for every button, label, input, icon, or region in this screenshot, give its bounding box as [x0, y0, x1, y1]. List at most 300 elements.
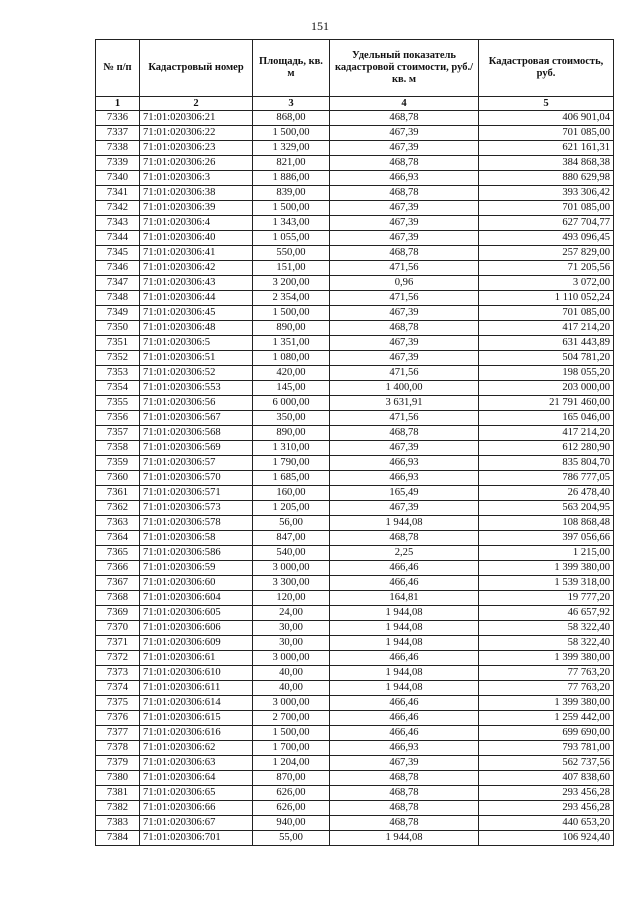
area-cell: 1 500,00 — [253, 726, 330, 741]
area-cell: 160,00 — [253, 486, 330, 501]
cadastral-value-cell: 19 777,20 — [479, 591, 614, 606]
row-number-cell: 7379 — [96, 756, 140, 771]
cadastral-number-cell: 71:01:020306:5 — [140, 336, 253, 351]
area-cell: 890,00 — [253, 426, 330, 441]
area-cell: 550,00 — [253, 246, 330, 261]
area-cell: 420,00 — [253, 366, 330, 381]
area-cell: 6 000,00 — [253, 396, 330, 411]
specific-value-cell: 1 944,08 — [330, 636, 479, 651]
cadastral-number-cell: 71:01:020306:21 — [140, 111, 253, 126]
cadastral-number-cell: 71:01:020306:63 — [140, 756, 253, 771]
table-row — [96, 696, 614, 711]
area-cell: 868,00 — [253, 111, 330, 126]
specific-value-cell: 1 944,08 — [330, 831, 479, 846]
table-row — [96, 636, 614, 651]
table-row — [96, 681, 614, 696]
area-cell: 1 351,00 — [253, 336, 330, 351]
row-number-cell: 7343 — [96, 216, 140, 231]
specific-value-cell: 466,93 — [330, 456, 479, 471]
table-row — [96, 501, 614, 516]
cadastral-number-cell: 71:01:020306:39 — [140, 201, 253, 216]
table-row — [96, 216, 614, 231]
cadastral-value-cell: 77 763,20 — [479, 681, 614, 696]
row-number-cell: 7383 — [96, 816, 140, 831]
row-number-cell: 7336 — [96, 111, 140, 126]
table-row — [96, 771, 614, 786]
cadastral-value-cell: 108 868,48 — [479, 516, 614, 531]
cadastral-number-cell: 71:01:020306:611 — [140, 681, 253, 696]
row-number-cell: 7350 — [96, 321, 140, 336]
cadastral-number-cell: 71:01:020306:571 — [140, 486, 253, 501]
cadastral-value-cell: 406 901,04 — [479, 111, 614, 126]
cadastral-value-cell: 880 629,98 — [479, 171, 614, 186]
cadastral-number-cell: 71:01:020306:65 — [140, 786, 253, 801]
specific-value-cell: 466,93 — [330, 741, 479, 756]
specific-value-cell: 468,78 — [330, 111, 479, 126]
table-row — [96, 606, 614, 621]
row-number-cell: 7376 — [96, 711, 140, 726]
table-row — [96, 801, 614, 816]
area-cell: 145,00 — [253, 381, 330, 396]
table-row — [96, 486, 614, 501]
specific-value-cell: 1 944,08 — [330, 681, 479, 696]
cadastral-number-cell: 71:01:020306:67 — [140, 816, 253, 831]
row-number-cell: 7373 — [96, 666, 140, 681]
cadastral-number-cell: 71:01:020306:4 — [140, 216, 253, 231]
cadastral-number-cell: 71:01:020306:38 — [140, 186, 253, 201]
table-body — [96, 111, 614, 846]
area-cell: 120,00 — [253, 591, 330, 606]
cadastral-number-cell: 71:01:020306:61 — [140, 651, 253, 666]
column-number: 4 — [330, 97, 479, 111]
row-number-cell: 7338 — [96, 141, 140, 156]
table-row — [96, 291, 614, 306]
cadastral-number-cell: 71:01:020306:569 — [140, 441, 253, 456]
row-number-cell: 7367 — [96, 576, 140, 591]
table-row — [96, 561, 614, 576]
table-row — [96, 336, 614, 351]
cadastral-value-cell: 77 763,20 — [479, 666, 614, 681]
cadastral-value-cell: 46 657,92 — [479, 606, 614, 621]
row-number-cell: 7352 — [96, 351, 140, 366]
area-cell: 890,00 — [253, 321, 330, 336]
table-row — [96, 786, 614, 801]
table-row — [96, 171, 614, 186]
table-row — [96, 321, 614, 336]
cadastral-number-cell: 71:01:020306:568 — [140, 426, 253, 441]
area-cell: 3 000,00 — [253, 561, 330, 576]
area-cell: 626,00 — [253, 801, 330, 816]
cadastral-value-cell: 701 085,00 — [479, 126, 614, 141]
header-area: Площадь, кв. м — [253, 40, 330, 97]
cadastral-value-cell: 293 456,28 — [479, 786, 614, 801]
row-number-cell: 7353 — [96, 366, 140, 381]
row-number-cell: 7368 — [96, 591, 140, 606]
table-row — [96, 741, 614, 756]
row-number-cell: 7365 — [96, 546, 140, 561]
area-cell: 1 685,00 — [253, 471, 330, 486]
row-number-cell: 7337 — [96, 126, 140, 141]
row-number-cell: 7351 — [96, 336, 140, 351]
specific-value-cell: 164,81 — [330, 591, 479, 606]
cadastral-number-cell: 71:01:020306:26 — [140, 156, 253, 171]
row-number-cell: 7358 — [96, 441, 140, 456]
table-row — [96, 366, 614, 381]
cadastral-value-cell: 504 781,20 — [479, 351, 614, 366]
row-number-cell: 7355 — [96, 396, 140, 411]
table-row — [96, 621, 614, 636]
row-number-cell: 7380 — [96, 771, 140, 786]
cadastral-value-cell: 1 399 380,00 — [479, 561, 614, 576]
specific-value-cell: 466,46 — [330, 561, 479, 576]
area-cell: 1 500,00 — [253, 306, 330, 321]
cadastral-value-cell: 393 306,42 — [479, 186, 614, 201]
cadastral-value-cell: 493 096,45 — [479, 231, 614, 246]
cadastral-value-cell: 1 399 380,00 — [479, 696, 614, 711]
specific-value-cell: 467,39 — [330, 336, 479, 351]
specific-value-cell: 471,56 — [330, 366, 479, 381]
header-specific-value: Удельный показатель кадастровой стоимости, руб./кв. м — [330, 40, 479, 97]
table-row — [96, 411, 614, 426]
cadastral-number-cell: 71:01:020306:573 — [140, 501, 253, 516]
table-header-row — [96, 40, 614, 97]
area-cell: 1 080,00 — [253, 351, 330, 366]
row-number-cell: 7375 — [96, 696, 140, 711]
cadastral-value-cell: 786 777,05 — [479, 471, 614, 486]
area-cell: 2 354,00 — [253, 291, 330, 306]
cadastral-number-cell: 71:01:020306:57 — [140, 456, 253, 471]
cadastral-number-cell: 71:01:020306:41 — [140, 246, 253, 261]
row-number-cell: 7344 — [96, 231, 140, 246]
row-number-cell: 7371 — [96, 636, 140, 651]
specific-value-cell: 467,39 — [330, 351, 479, 366]
area-cell: 1 886,00 — [253, 171, 330, 186]
row-number-cell: 7362 — [96, 501, 140, 516]
specific-value-cell: 468,78 — [330, 426, 479, 441]
specific-value-cell: 466,46 — [330, 726, 479, 741]
table-row — [96, 351, 614, 366]
cadastral-value-cell: 631 443,89 — [479, 336, 614, 351]
cadastral-number-cell: 71:01:020306:567 — [140, 411, 253, 426]
row-number-cell: 7361 — [96, 486, 140, 501]
row-number-cell: 7341 — [96, 186, 140, 201]
cadastral-value-cell: 3 072,00 — [479, 276, 614, 291]
cadastral-number-cell: 71:01:020306:586 — [140, 546, 253, 561]
cadastral-number-cell: 71:01:020306:604 — [140, 591, 253, 606]
specific-value-cell: 468,78 — [330, 246, 479, 261]
cadastral-value-cell: 198 055,20 — [479, 366, 614, 381]
table-row — [96, 576, 614, 591]
cadastral-number-cell: 71:01:020306:578 — [140, 516, 253, 531]
specific-value-cell: 2,25 — [330, 546, 479, 561]
cadastral-number-cell: 71:01:020306:59 — [140, 561, 253, 576]
specific-value-cell: 468,78 — [330, 156, 479, 171]
table-row — [96, 591, 614, 606]
specific-value-cell: 468,78 — [330, 321, 479, 336]
table-row — [96, 456, 614, 471]
specific-value-cell: 165,49 — [330, 486, 479, 501]
row-number-cell: 7356 — [96, 411, 140, 426]
cadastral-value-cell: 407 838,60 — [479, 771, 614, 786]
cadastral-number-cell: 71:01:020306:45 — [140, 306, 253, 321]
area-cell: 24,00 — [253, 606, 330, 621]
cadastral-number-cell: 71:01:020306:66 — [140, 801, 253, 816]
specific-value-cell: 467,39 — [330, 141, 479, 156]
table-row — [96, 201, 614, 216]
cadastral-number-cell: 71:01:020306:52 — [140, 366, 253, 381]
area-cell: 30,00 — [253, 621, 330, 636]
cadastral-value-cell: 417 214,20 — [479, 426, 614, 441]
specific-value-cell: 467,39 — [330, 756, 479, 771]
area-cell: 30,00 — [253, 636, 330, 651]
cadastral-number-cell: 71:01:020306:570 — [140, 471, 253, 486]
table-row — [96, 141, 614, 156]
specific-value-cell: 471,56 — [330, 261, 479, 276]
cadastral-value-cell: 1 110 052,24 — [479, 291, 614, 306]
cadastral-number-cell: 71:01:020306:616 — [140, 726, 253, 741]
header-row-number: № п/п — [96, 40, 140, 97]
page-number: 151 — [311, 19, 329, 33]
area-cell: 2 700,00 — [253, 711, 330, 726]
cadastral-number-cell: 71:01:020306:23 — [140, 141, 253, 156]
area-cell: 40,00 — [253, 666, 330, 681]
cadastral-number-cell: 71:01:020306:553 — [140, 381, 253, 396]
cadastral-number-cell: 71:01:020306:615 — [140, 711, 253, 726]
cadastral-value-cell: 627 704,77 — [479, 216, 614, 231]
row-number-cell: 7346 — [96, 261, 140, 276]
table-row — [96, 246, 614, 261]
row-number-cell: 7381 — [96, 786, 140, 801]
cadastral-value-cell: 397 056,66 — [479, 531, 614, 546]
cadastral-value-cell: 257 829,00 — [479, 246, 614, 261]
cadastral-value-cell: 621 161,31 — [479, 141, 614, 156]
table-row — [96, 516, 614, 531]
specific-value-cell: 466,93 — [330, 471, 479, 486]
specific-value-cell: 467,39 — [330, 231, 479, 246]
specific-value-cell: 471,56 — [330, 411, 479, 426]
cadastral-value-cell: 58 322,40 — [479, 621, 614, 636]
area-cell: 3 000,00 — [253, 651, 330, 666]
row-number-cell: 7340 — [96, 171, 140, 186]
specific-value-cell: 471,56 — [330, 291, 479, 306]
area-cell: 350,00 — [253, 411, 330, 426]
cadastral-value-cell: 203 000,00 — [479, 381, 614, 396]
cadastral-value-cell: 563 204,95 — [479, 501, 614, 516]
cadastral-value-table — [95, 39, 614, 846]
header-cadastral-number: Кадастровый номер — [140, 40, 253, 97]
table-row — [96, 261, 614, 276]
row-number-cell: 7360 — [96, 471, 140, 486]
specific-value-cell: 467,39 — [330, 201, 479, 216]
cadastral-number-cell: 71:01:020306:48 — [140, 321, 253, 336]
header-cadastral-value: Кадастровая стоимость, руб. — [479, 40, 614, 97]
cadastral-value-cell: 440 653,20 — [479, 816, 614, 831]
cadastral-number-cell: 71:01:020306:42 — [140, 261, 253, 276]
area-cell: 3 300,00 — [253, 576, 330, 591]
table-row — [96, 276, 614, 291]
cadastral-value-cell: 835 804,70 — [479, 456, 614, 471]
cadastral-value-cell: 417 214,20 — [479, 321, 614, 336]
specific-value-cell: 468,78 — [330, 771, 479, 786]
cadastral-number-cell: 71:01:020306:609 — [140, 636, 253, 651]
area-cell: 847,00 — [253, 531, 330, 546]
cadastral-value-cell: 612 280,90 — [479, 441, 614, 456]
area-cell: 56,00 — [253, 516, 330, 531]
row-number-cell: 7339 — [96, 156, 140, 171]
table-row — [96, 531, 614, 546]
row-number-cell: 7345 — [96, 246, 140, 261]
column-number: 3 — [253, 97, 330, 111]
table-row — [96, 156, 614, 171]
area-cell: 940,00 — [253, 816, 330, 831]
specific-value-cell: 467,39 — [330, 216, 479, 231]
row-number-cell: 7378 — [96, 741, 140, 756]
specific-value-cell: 1 944,08 — [330, 621, 479, 636]
cadastral-number-cell: 71:01:020306:44 — [140, 291, 253, 306]
cadastral-number-cell: 71:01:020306:701 — [140, 831, 253, 846]
area-cell: 3 200,00 — [253, 276, 330, 291]
cadastral-value-cell: 26 478,40 — [479, 486, 614, 501]
cadastral-value-cell: 293 456,28 — [479, 801, 614, 816]
row-number-cell: 7364 — [96, 531, 140, 546]
cadastral-value-cell: 701 085,00 — [479, 201, 614, 216]
area-cell: 870,00 — [253, 771, 330, 786]
specific-value-cell: 466,46 — [330, 696, 479, 711]
row-number-cell: 7347 — [96, 276, 140, 291]
table-row — [96, 711, 614, 726]
row-number-cell: 7357 — [96, 426, 140, 441]
cadastral-number-cell: 71:01:020306:614 — [140, 696, 253, 711]
row-number-cell: 7359 — [96, 456, 140, 471]
table-row — [96, 651, 614, 666]
row-number-cell: 7363 — [96, 516, 140, 531]
table-row — [96, 306, 614, 321]
table-row — [96, 816, 614, 831]
table-row — [96, 726, 614, 741]
row-number-cell: 7374 — [96, 681, 140, 696]
cadastral-number-cell: 71:01:020306:56 — [140, 396, 253, 411]
cadastral-number-cell: 71:01:020306:62 — [140, 741, 253, 756]
column-number-row — [96, 97, 614, 111]
column-number: 5 — [479, 97, 614, 111]
column-number: 2 — [140, 97, 253, 111]
specific-value-cell: 467,39 — [330, 306, 479, 321]
table-row — [96, 231, 614, 246]
area-cell: 1 700,00 — [253, 741, 330, 756]
specific-value-cell: 466,46 — [330, 651, 479, 666]
table-row — [96, 471, 614, 486]
cadastral-number-cell: 71:01:020306:60 — [140, 576, 253, 591]
cadastral-value-cell: 1 259 442,00 — [479, 711, 614, 726]
specific-value-cell: 3 631,91 — [330, 396, 479, 411]
area-cell: 839,00 — [253, 186, 330, 201]
cadastral-value-cell: 21 791 460,00 — [479, 396, 614, 411]
cadastral-value-cell: 165 046,00 — [479, 411, 614, 426]
table-row — [96, 831, 614, 846]
area-cell: 1 500,00 — [253, 201, 330, 216]
cadastral-number-cell: 71:01:020306:606 — [140, 621, 253, 636]
area-cell: 626,00 — [253, 786, 330, 801]
specific-value-cell: 1 944,08 — [330, 666, 479, 681]
cadastral-number-cell: 71:01:020306:51 — [140, 351, 253, 366]
specific-value-cell: 467,39 — [330, 441, 479, 456]
specific-value-cell: 1 944,08 — [330, 516, 479, 531]
row-number-cell: 7384 — [96, 831, 140, 846]
area-cell: 55,00 — [253, 831, 330, 846]
cadastral-number-cell: 71:01:020306:40 — [140, 231, 253, 246]
area-cell: 1 310,00 — [253, 441, 330, 456]
row-number-cell: 7366 — [96, 561, 140, 576]
area-cell: 3 000,00 — [253, 696, 330, 711]
specific-value-cell: 1 400,00 — [330, 381, 479, 396]
cadastral-value-cell: 793 781,00 — [479, 741, 614, 756]
table-row — [96, 546, 614, 561]
cadastral-value-cell: 1 399 380,00 — [479, 651, 614, 666]
specific-value-cell: 468,78 — [330, 801, 479, 816]
area-cell: 821,00 — [253, 156, 330, 171]
row-number-cell: 7369 — [96, 606, 140, 621]
specific-value-cell: 0,96 — [330, 276, 479, 291]
cadastral-value-cell: 106 924,40 — [479, 831, 614, 846]
specific-value-cell: 468,78 — [330, 186, 479, 201]
cadastral-value-cell: 562 737,56 — [479, 756, 614, 771]
area-cell: 1 204,00 — [253, 756, 330, 771]
specific-value-cell: 467,39 — [330, 126, 479, 141]
column-number: 1 — [96, 97, 140, 111]
row-number-cell: 7370 — [96, 621, 140, 636]
cadastral-number-cell: 71:01:020306:58 — [140, 531, 253, 546]
specific-value-cell: 466,46 — [330, 576, 479, 591]
area-cell: 1 790,00 — [253, 456, 330, 471]
area-cell: 1 055,00 — [253, 231, 330, 246]
table-row — [96, 756, 614, 771]
cadastral-value-cell: 701 085,00 — [479, 306, 614, 321]
cadastral-value-cell: 71 205,56 — [479, 261, 614, 276]
area-cell: 151,00 — [253, 261, 330, 276]
area-cell: 1 329,00 — [253, 141, 330, 156]
cadastral-value-cell: 699 690,00 — [479, 726, 614, 741]
table-row — [96, 666, 614, 681]
row-number-cell: 7342 — [96, 201, 140, 216]
specific-value-cell: 468,78 — [330, 786, 479, 801]
table-row — [96, 381, 614, 396]
row-number-cell: 7354 — [96, 381, 140, 396]
table-row — [96, 126, 614, 141]
specific-value-cell: 468,78 — [330, 816, 479, 831]
row-number-cell: 7377 — [96, 726, 140, 741]
cadastral-number-cell: 71:01:020306:605 — [140, 606, 253, 621]
table-row — [96, 396, 614, 411]
area-cell: 1 205,00 — [253, 501, 330, 516]
table-row — [96, 441, 614, 456]
row-number-cell: 7382 — [96, 801, 140, 816]
cadastral-value-cell: 384 868,38 — [479, 156, 614, 171]
row-number-cell: 7372 — [96, 651, 140, 666]
cadastral-value-cell: 58 322,40 — [479, 636, 614, 651]
specific-value-cell: 468,78 — [330, 531, 479, 546]
cadastral-number-cell: 71:01:020306:3 — [140, 171, 253, 186]
specific-value-cell: 467,39 — [330, 501, 479, 516]
cadastral-number-cell: 71:01:020306:64 — [140, 771, 253, 786]
cadastral-number-cell: 71:01:020306:43 — [140, 276, 253, 291]
specific-value-cell: 466,93 — [330, 171, 479, 186]
table-row — [96, 111, 614, 126]
area-cell: 1 343,00 — [253, 216, 330, 231]
cadastral-value-cell: 1 539 318,00 — [479, 576, 614, 591]
area-cell: 1 500,00 — [253, 126, 330, 141]
area-cell: 540,00 — [253, 546, 330, 561]
cadastral-number-cell: 71:01:020306:22 — [140, 126, 253, 141]
